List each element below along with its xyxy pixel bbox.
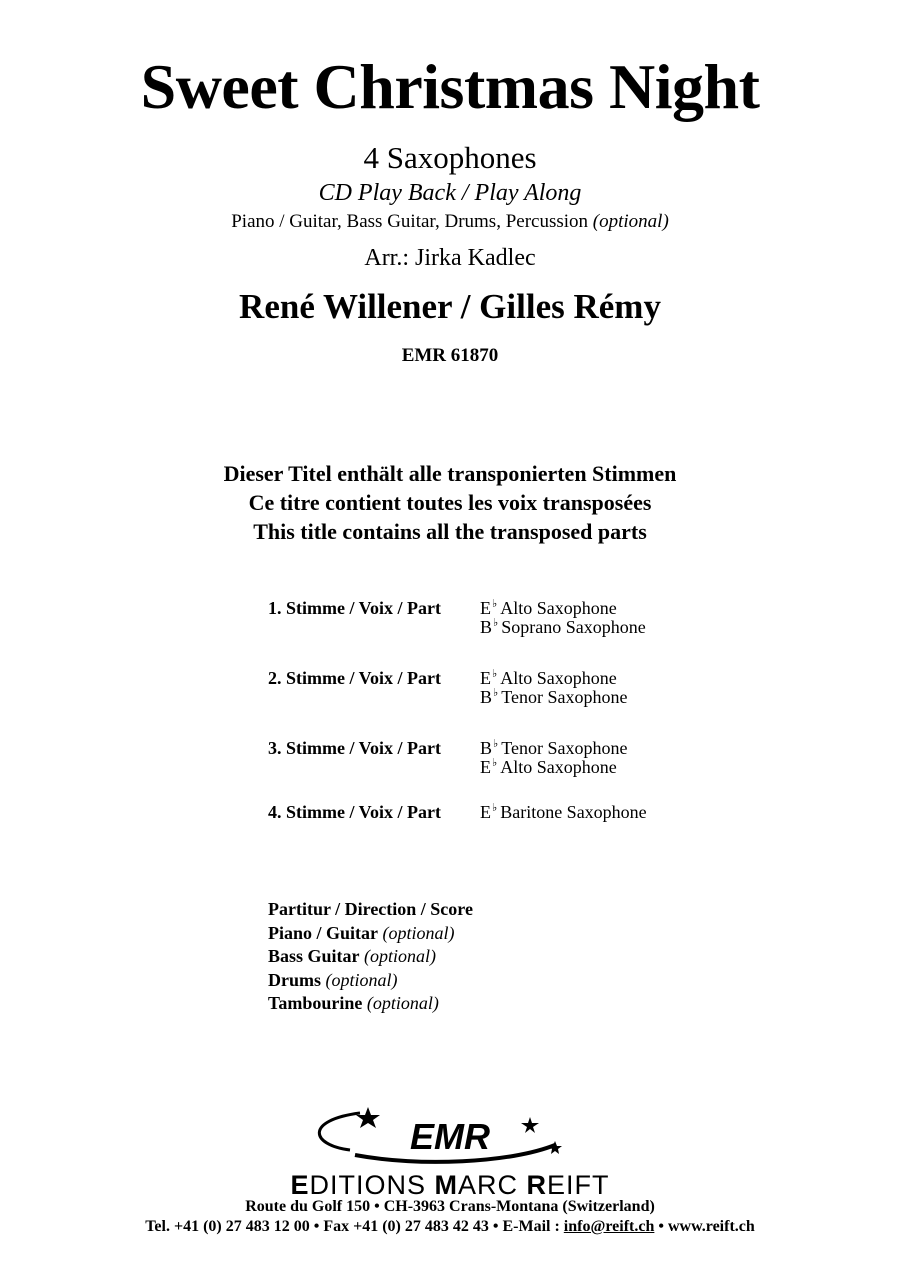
flat-symbol: ♭ [492,757,498,769]
part-label: 3. Stimme / Voix / Part [268,738,441,758]
transposition-note-fr: Ce titre contient toutes les voix transposées [248,490,652,515]
flat-symbol: ♭ [493,687,499,699]
transposition-note-de: Dieser Titel enthält alle transponierten Stimmen [223,461,677,486]
catalog-number: EMR 61870 [401,345,499,366]
publisher-name: EDITIONS MARC REIFT [290,1170,610,1200]
part-instrument: B♭ Tenor Saxophone [480,687,628,707]
part-instrument: E♭ Baritone Saxophone [480,802,647,822]
arranger: Arr.: Jirka Kadlec [364,245,536,271]
flat-symbol: ♭ [492,802,498,814]
instrumentation: 4 Saxophones [363,140,537,175]
additional-parts-list [268,898,668,1016]
part-instrument: E♭ Alto Saxophone [480,668,617,688]
part-label: 4. Stimme / Voix / Part [268,802,441,822]
flat-symbol: ♭ [492,668,498,680]
flat-symbol: ♭ [493,738,499,750]
flat-symbol: ♭ [492,598,498,610]
composers: René Willener / Gilles Rémy [239,287,661,326]
piece-title: Sweet Christmas Night [140,51,760,122]
extra-part-item: Drums (optional) [268,969,398,990]
publisher-address: Route du Golf 150 • CH-3963 Crans-Montana (Switzerland) [245,1198,655,1215]
email-link[interactable]: info@reift.ch [563,1218,655,1235]
part-label: 1. Stimme / Voix / Part [268,598,441,618]
publisher-contact: Tel. +41 (0) 27 483 12 00 • Fax +41 (0) 27 483 42 43 • E-Mail : info@reift.ch • www.reift.ch [145,1218,755,1235]
extra-part-item: Partitur / Direction / Score [268,899,473,919]
emr-logo [300,1105,600,1165]
logo-text: EMR [410,1116,490,1157]
transposition-note-en: This title contains all the transposed parts [253,519,647,544]
part-instrument: E♭ Alto Saxophone [480,757,617,777]
cd-playback-line: CD Play Back / Play Along [318,180,582,206]
rhythm-optional-text: (optional) [592,211,669,232]
extra-part-item: Tambourine (optional) [268,993,439,1013]
rhythm-section-line [0,211,900,233]
part-instrument: B♭ Soprano Saxophone [480,617,646,637]
extra-part-item: Bass Guitar (optional) [268,946,437,966]
flat-symbol: ♭ [493,617,499,629]
part-label: 2. Stimme / Voix / Part [268,668,441,688]
part-instrument: E♭ Alto Saxophone [480,598,617,618]
rhythm-section-text: Piano / Guitar, Bass Guitar, Drums, Percussion [231,211,589,232]
extra-part-item: Piano / Guitar (optional) [268,922,455,943]
part-instrument: B♭ Tenor Saxophone [480,738,628,758]
